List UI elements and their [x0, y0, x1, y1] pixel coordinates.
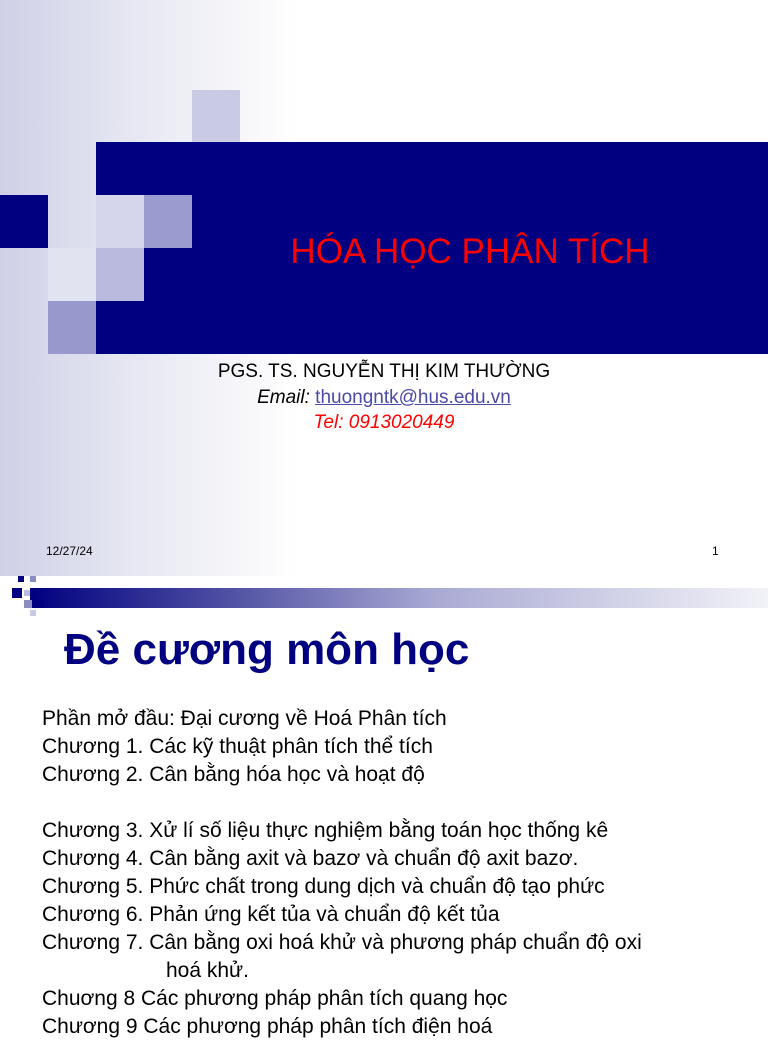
header-gradient-bar — [30, 588, 768, 608]
email-line — [0, 386, 768, 410]
deco-pixel — [30, 576, 36, 582]
deco-pixel — [12, 588, 22, 598]
email-link[interactable]: thuongntk@hus.edu.vn — [315, 387, 511, 408]
deco-pixel — [24, 590, 30, 596]
outline-line: Chuơng 8 Các phương pháp phân tích quang học — [42, 987, 508, 1010]
outline-line-continuation: hoá khử. — [166, 959, 249, 982]
deco-square — [48, 248, 96, 301]
slide-heading: Đề cương môn học — [64, 625, 470, 674]
outline-line: Chương 7. Cân bằng oxi hoá khử và phương pháp chuẩn độ oxi — [42, 931, 642, 954]
outline-line: Chương 1. Các kỹ thuật phân tích thể tích — [42, 735, 433, 758]
outline-line: Phần mở đầu: Đại cương về Hoá Phân tích — [42, 707, 447, 730]
deco-square — [96, 195, 144, 248]
deco-square — [48, 301, 96, 354]
slide-title: HÓA HỌC PHÂN TÍCH — [290, 232, 650, 271]
outline-line: Chương 5. Phức chất trong dung dịch và chuẩn độ tạo phức — [42, 875, 605, 898]
left-accent-block — [0, 195, 48, 248]
phone-number: Tel: 0913020449 — [313, 412, 455, 433]
outline-spacer — [42, 789, 742, 817]
course-outline — [42, 705, 742, 1041]
outline-line: Chương 3. Xử lí số liệu thực nghiệm bằng toán học thống kê — [42, 819, 609, 842]
deco-square — [192, 90, 240, 142]
deco-pixel — [36, 600, 44, 608]
deco-square — [144, 195, 192, 248]
deco-square — [96, 248, 144, 301]
outline-line: Chương 9 Các phương pháp phân tích điện hoá — [42, 1015, 493, 1038]
outline-line: Chương 6. Phản ứng kết tủa và chuẩn độ kết tủa — [42, 903, 500, 926]
slide-date: 12/27/24 — [46, 544, 93, 558]
outline-line: Chương 2. Cân bằng hóa học và hoạt độ — [42, 763, 425, 786]
deco-pixel — [30, 610, 36, 616]
deco-pixel — [24, 600, 32, 608]
outline-slide — [0, 576, 768, 1038]
deco-pixel — [18, 576, 24, 582]
slide-number: 1 — [712, 544, 719, 558]
email-label: Email: — [257, 387, 310, 408]
outline-line: Chương 4. Cân bằng axit và bazơ và chuẩn độ axit bazơ. — [42, 847, 579, 870]
author-name: PGS. TS. NGUYỄN THỊ KIM THƯỜNG — [217, 361, 551, 382]
